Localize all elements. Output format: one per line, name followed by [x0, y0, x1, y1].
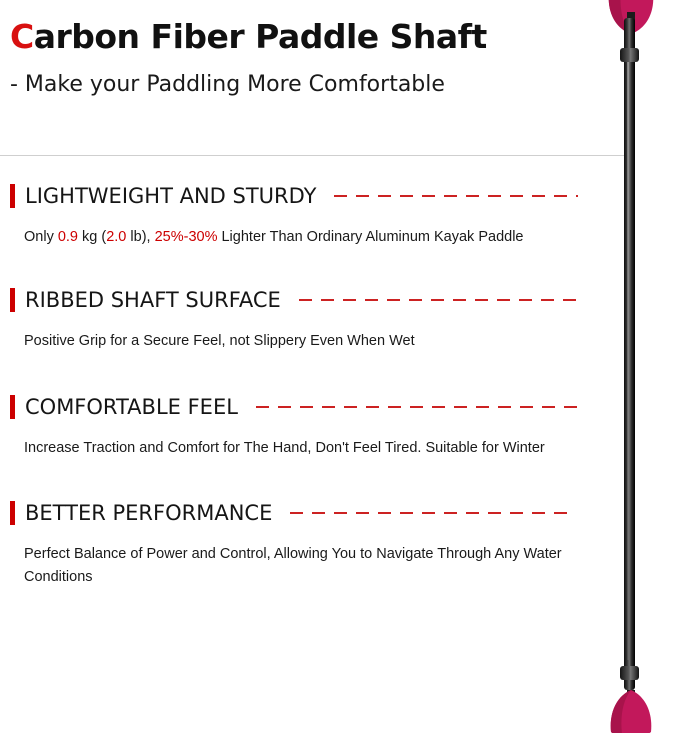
product-image: [579, 0, 679, 733]
desc-part-4: Lighter Than Ordinary Aluminum Kayak Paddle: [217, 229, 524, 245]
red-bar-icon: [10, 501, 15, 525]
feature-list: [10, 182, 622, 588]
feature-description: Perfect Balance of Power and Control, Allowing You to Navigate Through Any Water Conditions: [24, 546, 562, 585]
desc-part-3: lb),: [126, 229, 155, 245]
dashed-line-icon: [290, 512, 570, 514]
feature-title: LIGHTWEIGHT AND STURDY: [25, 184, 317, 208]
page-subtitle: - Make your Paddling More Comfortable: [10, 71, 445, 97]
feature-title: BETTER PERFORMANCE: [25, 501, 273, 526]
title-rest: arbon Fiber Paddle Shaft: [33, 17, 487, 56]
feature-heading: [10, 393, 622, 421]
desc-part-2: kg (: [78, 229, 107, 245]
feature-item: [10, 286, 622, 352]
paddle-blade-bottom-icon: [603, 690, 659, 733]
header: [10, 18, 530, 98]
page-title: [10, 18, 530, 56]
feature-title: RIBBED SHAFT SURFACE: [25, 288, 281, 313]
feature-description: [24, 226, 620, 248]
feature-item: [10, 393, 622, 459]
feature-item: [10, 182, 622, 248]
dashed-line-icon: [299, 299, 579, 301]
red-bar-icon: [10, 184, 15, 208]
desc-highlight-weight-lb: 2.0: [106, 229, 127, 245]
ferrule-bottom-icon: [620, 666, 639, 680]
red-bar-icon: [10, 288, 15, 312]
feature-heading: [10, 182, 622, 210]
feature-item: [10, 499, 622, 588]
dashed-line-icon: [256, 406, 578, 408]
desc-part-1: Only: [24, 229, 58, 245]
feature-heading: [10, 499, 622, 527]
feature-heading: [10, 286, 622, 314]
feature-description: Positive Grip for a Secure Feel, not Slippery Even When Wet: [24, 333, 415, 350]
shaft-highlight: [627, 60, 629, 660]
header-divider: [0, 155, 629, 156]
feature-description: Increase Traction and Comfort for The Hand, Don't Feel Tired. Suitable for Winter: [24, 439, 545, 456]
title-accent-letter: C: [10, 17, 34, 56]
feature-title: COMFORTABLE FEEL: [25, 394, 238, 419]
red-bar-icon: [10, 395, 15, 419]
ferrule-top-icon: [620, 48, 639, 62]
dashed-line-icon: [334, 195, 578, 197]
desc-highlight-percent: 25%-30%: [154, 229, 218, 245]
desc-highlight-weight-kg: 0.9: [57, 229, 79, 245]
paddle-shaft: [624, 18, 635, 690]
